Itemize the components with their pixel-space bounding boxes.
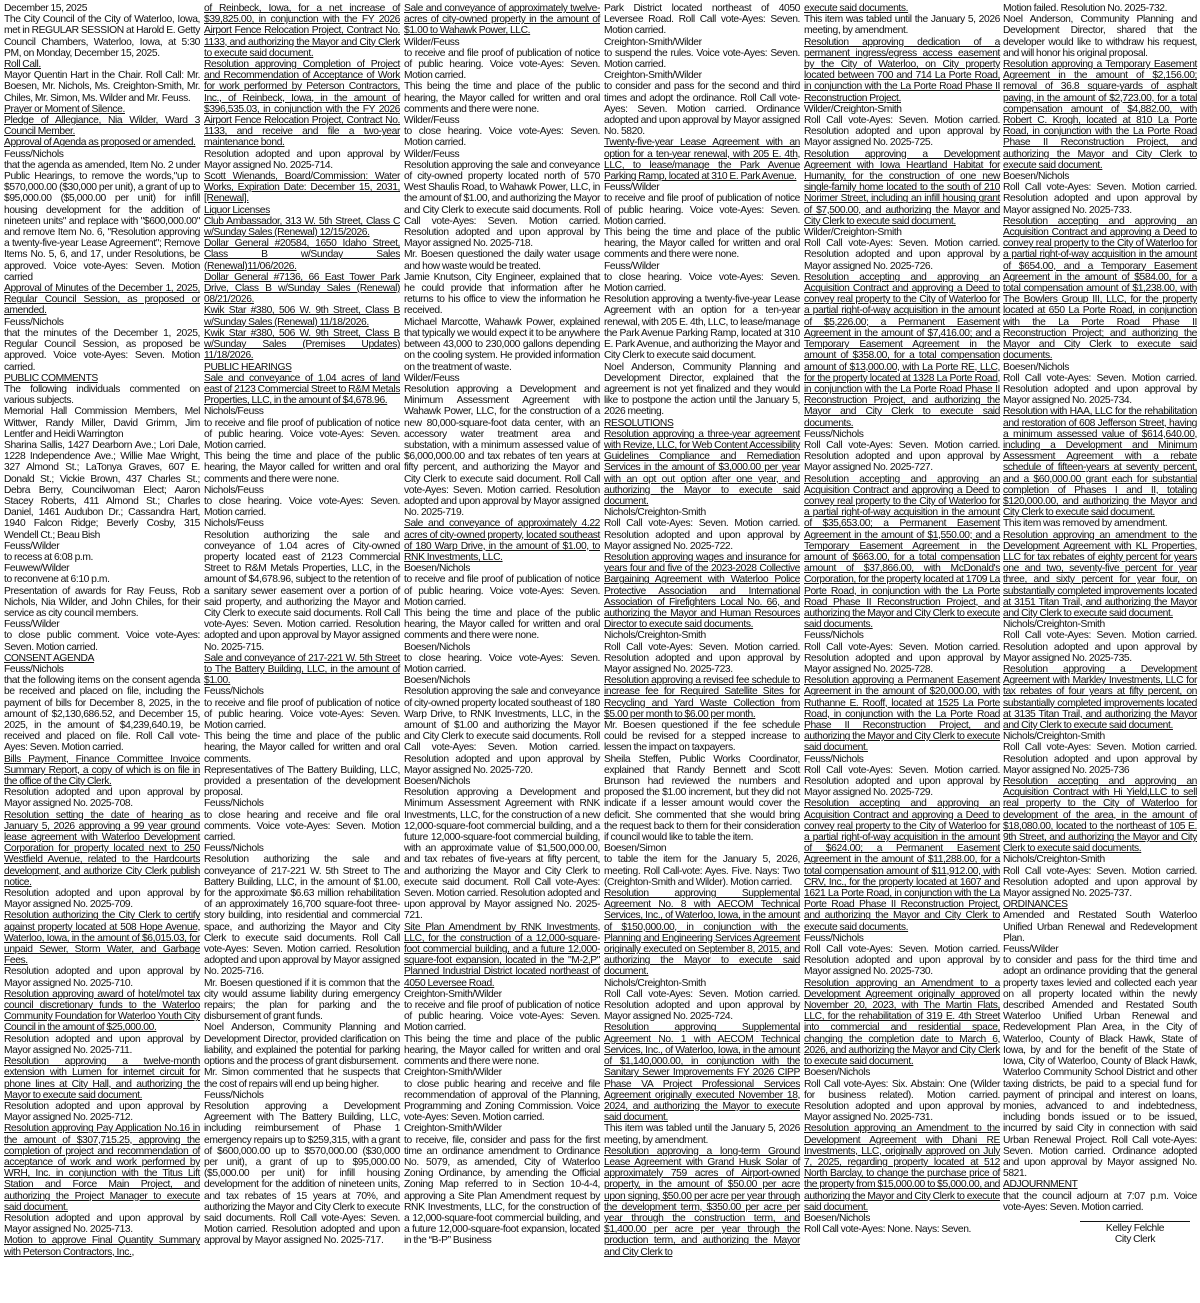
paragraph: Feuss/Nichols <box>4 148 64 160</box>
paragraph: This being the time and place of the public hearing, the Mayor called for written and oral comments and there were none. <box>604 227 800 261</box>
paragraph: to close hearing. Voice vote-Ayes: Seven. Motion carried. <box>404 652 600 675</box>
paragraph: Resolution approving the sale and conveyance of city-owned property located southeast of 180 Warp Drive, to RNK Investments, LLC, in the amount of $1.00 and authorizing the Mayor and City Clerk to execute said documents. Roll Call vote-Ayes: Seven. Motion carried. Resolution adopted and upon approval by Mayor assigned No. 2025-720. <box>404 686 600 776</box>
section-heading: Resolution approving a twelve-month extension with Lumen for internet circuit for phone lines at City Hall, and authorizing the Mayor to execute said document. <box>4 1056 200 1101</box>
paragraph: Wilder/Creighton-Smith <box>804 227 902 239</box>
paragraph: Roll Call vote-Ayes: Seven. Motion carried. Resolution adopted and upon approval by Mayor assigned No. 2025-724. <box>604 988 800 1023</box>
paragraph: Roll Call vote-Ayes: Seven. Motion carried. Resolution adopted and upon approval by Mayor assigned No. 2025-737. <box>1003 865 1197 900</box>
paragraph: to close hearing. Voice vote-Ayes: Seven. Motion carried. <box>604 271 800 295</box>
section-heading: Prayer or Moment of Silence. <box>4 103 125 115</box>
section-heading: PUBLIC COMMENTS <box>4 372 98 384</box>
paragraph: Roll Call vote-Ayes: Seven. Motion carried. Resolution adopted and upon approval by Mayor assigned No. 2025-722. <box>604 518 800 552</box>
text-column-2 <box>204 3 400 1247</box>
section-heading: Resolution setting the date of hearing as January 5, 2026 approving a 99 year ground lease agreement with Waterloo Development Corporation for property located next to 250 Westfield Avenue, related to the Hardcourts development, and authorize City Clerk publish notice. <box>4 809 200 888</box>
paragraph: Creighton-Smith/Wilder <box>404 988 502 1000</box>
section-heading: RESOLUTIONS <box>604 417 674 429</box>
paragraph: Creighton-Smith/Wilder <box>604 36 702 48</box>
paragraph: Resolution adopted and upon approval by Mayor assigned No. 2025-714. <box>204 148 400 171</box>
paragraph: Roll Call vote-Ayes: Seven. Motion carried. Resolution adopted and upon approval by Mayor assigned No. 2025-730. <box>804 944 1000 978</box>
paragraph: Nichols/Creighton-Smith <box>604 507 706 519</box>
section-heading: Sale and conveyance of 217-221 W. 5th Street to The Battery Building, LLC, in the amount of $1.00. <box>204 652 400 687</box>
section-heading: Resolution approving wages and insurance for years four and five of the 2023-2028 Collective Bargaining Agreement with Waterloo Police Protective Association and International Association of Firefighters Local No. 66, and authorizing the Mayor and Human Resources Director to execute said documents. <box>604 551 800 631</box>
paragraph: Mr. Boesen questioned if the fee schedule could be revised for a stepped increase to lessen the impact on taxpayers. <box>604 720 800 754</box>
text-column-4 <box>604 3 800 1258</box>
paragraph: Roll Call vote-Ayes: Seven. Motion carried. Resolution adopted and upon approval by Mayor assigned No. 2025-729. <box>804 764 1000 799</box>
paragraph: Creighton-Smith/Wilder <box>404 1123 502 1135</box>
paragraph: Roll Call vote-Ayes: Seven. Motion carried. Resolution adopted and upon approval by Mayor assigned No. 2025-734. <box>1003 372 1197 407</box>
paragraph: to receive and file proof of publication of notice of public hearing. Voice vote-Ayes: Seven. Motion carried. <box>204 417 400 451</box>
paragraph: to reconvene at 6:10 p.m. <box>4 574 110 586</box>
paragraph: Feuss/Wilder <box>1003 944 1059 956</box>
paragraph: Feuwew/Wilder <box>4 563 70 575</box>
paragraph: Roll Call vote-Ayes: Seven. Motion carried. Resolution adopted and upon approval by Mayor assigned No. 2025-733. <box>1003 182 1197 216</box>
section-heading: Kwik Star #380, 506 W. 9th Street, Class B w/Sunday Sales (Renewal) 11/18/2026. <box>204 305 400 328</box>
paragraph: Roll Call vote-Ayes: Seven. Motion carried. Resolution adopted and upon approval by Mayor assigned No. 2025-728. <box>804 641 1000 675</box>
section-heading: of Reinbeck, Iowa, for a net increase of $39,825.00, in conjunction with the FY 2026 Airport Fence Relocation Project, Contract No. 1133, and authorizing the Mayor and City Clerk to execute said document. <box>204 3 400 59</box>
paragraph: to receive and file proof of publication of notice of public hearing. Voice vote-Ayes: Seven. Motion carried. <box>204 697 400 731</box>
section-heading: Kwik Star #380, 506 W. 9th Street, Class B w/Sunday Sales (Premises Updates) 11/18/2026. <box>204 327 400 362</box>
paragraph: Roll Call vote-Ayes: Seven. Motion carried. Resolution adopted and upon approval by Mayor assigned No. 2025-725. <box>804 115 1000 149</box>
paragraph: This being the time and place of the public hearing, the Mayor called for written and oral comments and there were none. <box>404 81 600 115</box>
section-heading: execute said documents. <box>804 3 909 14</box>
paragraph: Resolution approving the sale and conveyance of city-owned property located north of 570 West Shaulis Road, to Wahawk Power, LLC, in the amount of $1.00, and authorizing the Mayor and City Clerk to execute said documents. Roll Call vote-Ayes: Seven. Motion carried. Resolution adopted and upon approval by Mayor assigned No. 2025-718. <box>404 159 600 250</box>
paragraph: Wilder/Creighton-Smith <box>804 103 902 115</box>
paragraph: Feuss/Wilder <box>4 540 60 552</box>
section-heading: Liquor Licenses <box>204 204 270 216</box>
paragraph: Nichols/Creighton-Smith <box>1003 854 1105 866</box>
paragraph: Feuss/Nichols <box>4 316 64 328</box>
section-heading: Sale and conveyance of 1.04 acres of land east of 2123 Commercial Street to R&M Metals Properties, LLC, in the amount of $4,678.96. <box>204 372 400 407</box>
section-heading: Scott Wienands, Board/Commission: Water Works, Expiration Date: December 15, 2031, [Renewal]. <box>204 171 400 205</box>
paragraph: Nichols/Creighton-Smith <box>1003 619 1105 631</box>
paragraph: Nichols/Feuss <box>204 406 264 418</box>
paragraph: Feuss/Nichols <box>804 932 864 944</box>
section-heading: Resolution approving a three-year agreement with Revize, LLC, for Web Content Accessibility Guidelines Compliance and Remediation Services in the amount of $3,000.00 per year with an opt out option after one year, and authorizing the Mayor to execute said document. <box>604 428 800 507</box>
paragraph: Resolution authorizing the sale and conveyance of 1.04 acres of City-owned property located east of 2123 Commercial Street to R&M Metals Properties, LLC, in the amount of $4,678.96, subject to the retention of a sanitary sewer easement over a portion of said property, and authorizing the Mayor and City Clerk to execute said documents. Roll Call vote-Ayes: Seven. Motion carried. Resolution adopted and upon approval by Mayor assigned No. 2025-715. <box>204 529 400 653</box>
paragraph: Boesen/Nichols <box>1003 171 1069 183</box>
section-heading: Approval of Agenda as proposed or amended. <box>4 137 196 149</box>
paragraph: Resolution adopted and upon approval by Mayor assigned No. 2025-710. <box>4 966 200 989</box>
paragraph: This item was removed by amendment. <box>1003 518 1168 530</box>
paragraph: to receive, file, consider and pass for the first time an ordinance amendment to Ordinance No. 5079, as amended, City of Waterloo Zoning Ordinance, by amending the Official Zoning Map referred to in Section 10-4-4, approving a Site Plan Amendment request by RNK Investments, LLC, for the construction of a 12,000-square-foot commercial building, and a future 12,000-square-foot expansion, located in the “B-P” Business <box>404 1134 600 1247</box>
paragraph: Mr. Boesen questioned the daily water usage and how waste would be treated. <box>404 249 600 272</box>
section-heading: Site Plan Amendment by RNK Investments, LLC, for the construction of a 12,000-square-foot commercial building, and a future 12,000-square-foot expansion, located in the "M-2,P" Planned Industrial District located northeast of 4050 Leversee Road. <box>404 921 600 989</box>
paragraph: Resolution adopted and upon approval by Mayor assigned No. 2025-708. <box>4 787 200 810</box>
paragraph: Resolution adopted and upon approval by Mayor assigned No. 2025-712. <box>4 1100 200 1124</box>
paragraph: The following individuals commented on various subjects. <box>4 383 200 407</box>
paragraph: Feuss/Nichols <box>204 1089 264 1101</box>
paragraph: Feuss/Wilder <box>4 619 60 631</box>
paragraph: Resolution approving a Development and Minimum Assessment Agreement with RNK Investments, LLC, for the construction of a new 12,000-square-foot commercial building, and a future 12,000-square-foot commercial building, with an approximate value of $1,500,000.00, and tax rebates of five-years at fifty percent, and authorizing the Mayor and City Clerk to execute said document. Roll Call vote-Ayes: Seven. Motion carried. Resolution adopted and upon approval by Mayor assigned No. 2025-721. <box>404 787 600 922</box>
paragraph: December 15, 2025 <box>4 3 88 14</box>
section-heading: Resolution approving a revised fee schedule to increase fee for Required Satellite Sites for Recycling and Yard Waste Collection from $5.00 per month to $6.00 per month. <box>604 675 800 720</box>
section-heading: Dollar General #7136, 66 East Tower Park Drive, Class B w/Sunday Sales (Renewal) 08/21/2026. <box>204 271 400 306</box>
paragraph: Roll Call vote-Ayes: None. Nays: Seven. <box>804 1224 971 1236</box>
section-heading: Resolution approving Pay Application No.16 in the amount of $307,715.25, approving the completion of project and recommendation of acceptance of work and work performed by WRH, Inc. in conjunction with the Titus Lift Station and Force Main Project, and authorizing the Project Manager to execute said document. <box>4 1123 200 1213</box>
section-heading: Resolution accepting and approving an Acquisition Contract with Hi Yield,LLC to sell real property to the City of Waterloo for development of the area, in the amount of $18,080.00, located to the northeast of 105 E. 9th Street, and authorizing the Mayor and City Clerk to execute said documents. <box>1003 776 1197 855</box>
paragraph: The City Council of the City of Waterloo, Iowa, met in REGULAR SESSION at Harold E. Getty Council Chambers, Waterloo, Iowa, at 5:30 PM, on Monday, December 15, 2025. <box>4 14 200 59</box>
clerk-name: Kelley Felchle <box>1105 1222 1165 1234</box>
paragraph: Mayor Quentin Hart in the Chair. Roll Call: Mr. Boesen, Mr. Nichols, Ms. Creighton-Smith, Mr. Chiles, Mr. Simon, Ms. Wilder and Mr. Feuss. <box>4 70 200 104</box>
paragraph: Resolution approving a Development Agreement with The Battery Building, LLC, including reimbursement of Phase 1 emergency repairs up to $259,315, with a grant of $600,000.00 up to $570,000.00 ($30,000 per unit), a grant of up to $95,000.00 ($5,000.00 per unit) for infill housing development for the addition of nineteen units, and tax rebates of 15 years at 70%, and authorizing the Mayor and City Clerk to execute said documents. Roll Call vote-Ayes: Seven. Motion carried. Resolution adopted and upon approval by Mayor assigned No. 2025-717. <box>204 1100 401 1247</box>
section-heading: Resolution approving a Temporary Easement Agreement in the amount of $2,156.00; removal of 36.8 square-yards of asphalt paving, in the amount of $2,723.00, for a total compensation amount of $4,882.00, with Robert C. Krogh, located at 810 La Porte Road, in conjunction with the La Porte Road Phase II Reconstruction Project, and authorizing the Mayor and City Clerk to execute said document. <box>1003 59 1197 171</box>
paragraph: Mr. Boesen questioned if it is common that the city would assume liability during emergency repairs; the plan for parking and the disbursement of grant funds. <box>204 977 400 1023</box>
paragraph: to table the item for the January 5, 2026, meeting. Roll Call-vote: Ayes. Five. Nays: Two (Creighton-Smith and Wilder). Motion carried. <box>604 854 800 888</box>
section-heading: Resolution approving Supplemental Agreement No. 1 with AECOM Technical Services, Inc., of Waterloo, Iowa, in the amount of $1,140,000.00, in conjunction with the Sanitary Sewer Improvements FY 2026 CIPP Phase VA Project Professional Services Agreement originally executed November 18, 2024, and authorizing the Mayor to execute said document. <box>604 1022 800 1124</box>
paragraph: that the agenda as amended, Item No. 2 under Public Hearings, to remove the words,"up to $570,000.00 ($30,000 per unit), a grant of up to $95,000.00 ($5,000.00 per unit) for infill housing development for the addition of nineteen units" and replace with "$600,000.00" and remove Item No. 6, "Resolution approving a twenty-five-year Lease Agreement"; Remove Items No. 5, 6, and 17, under Resolutions, be approved. Voice vote-Ayes: Seven. Motion carried <box>4 159 200 283</box>
paragraph: Boesen/Nichols <box>1003 361 1069 373</box>
section-heading: Resolution approving Supplemental Agreement No. 8 with AECOM Technical Services, Inc., of Waterloo, Iowa, in the amount of $150,000.00, in conjunction with the Planning and Engineering Services Agreement originally executed on September 8, 2015, and authorizing the Mayor to execute said document. <box>604 888 800 978</box>
section-heading: ORDINANCES <box>1003 899 1068 911</box>
clerk-signature-block <box>1003 1221 1197 1245</box>
section-heading: Resolution approving a Development Agreement with Iowa Heartland Habitat for Humanity, for the construction of one new single-family home located to the south of 210 Norimer Street, including an infill housing grant of $7,500.00, and authorizing the Mayor and City Clerk to execute said document. <box>804 148 1000 227</box>
section-heading: Resolution approving an amendment to the Development Agreement with KL Properties, LLC for tax rebates of eighty percent for years one and two, seventy-five percent for year three, and sixty percent for year four, on substantially completed improvements located at 3151 Titan Trail, and authorizing the Mayor and City Clerk to execute said document. <box>1003 529 1197 619</box>
section-heading: Resolution authorizing the City Clerk to certify against property located at 508 Hope Avenue, Waterloo, Iowa, in the amount of $6,015.03, for unpaid Sewer, Storm Water, and Garbage Fees. <box>4 910 200 967</box>
paragraph: to receive and file proof of publication of notice of public hearing. Voice vote-Ayes: Seven. Motion carried. <box>404 47 600 82</box>
paragraph: Boesen/Nichols <box>804 1067 870 1079</box>
paragraph: to close hearing and receive and file oral comments. Voice vote-Ayes: Seven. Motion carried. <box>204 809 400 844</box>
paragraph: Mr. Simon commented that he suspects that the cost of repairs will end up being higher. <box>204 1067 400 1090</box>
text-column-1 <box>4 3 200 1258</box>
section-heading: Twenty-five-year Lease Agreement with an option for a ten-year renewal, with 205 E. 4th, LLC, to lease/manage the Park Avenue Parking Ramp, located at 310 E. Park Avenue. <box>604 137 800 183</box>
paragraph: to close hearing. Voice vote-Ayes: Seven. Motion carried. <box>404 126 600 149</box>
paragraph: Amended and Restated South Waterloo Unified Urban Renewal and Redevelopment Plan. <box>1003 910 1197 944</box>
section-heading: Pledge of Allegiance, Nia Wilder, Ward 3 Council Member. <box>4 115 200 138</box>
section-heading: Resolution accepting and approving an Acquisition Contract and approving a Deed to convey real property to the City of Waterloo for a partial right-of-way acquisition in the amount of $624.00; a Permanent Easement Agreement in the amount of $11,288.00, for a total compensation amount of $11,912.00, with CRV, Inc., for the property located at 1607 and 1621 La Porte Road, in conjunction with the La Porte Road Phase II Reconstruction Project, and authorizing the Mayor and City Clerk to execute said documents. <box>804 798 1000 933</box>
paragraph: Wilder/Feuss <box>404 36 460 48</box>
paragraph: Representatives of The Battery Building, LLC, provided a presentation of the development proposal. <box>204 764 400 799</box>
paragraph: Nichols/Feuss <box>204 484 264 496</box>
paragraph: Resolution adopted and upon approval by Mayor assigned No. 2025-709. <box>4 888 200 911</box>
paragraph: that the minutes of the December 1, 2025, Regular Council Session, as proposed be approved. Voice vote-Ayes: Seven. Motion carried. <box>4 327 200 373</box>
section-heading: Sale and conveyance of approximately twelve-acres of city-owned property in the amount of $1.00 to Wahawk Power, LLC. <box>404 3 600 37</box>
paragraph: Roll Call vote-Ayes: Seven. Motion carried. Resolution adopted and upon approval by Mayor assigned No. 2025-727. <box>804 439 1000 474</box>
paragraph: Boesen/Nichols <box>404 776 470 788</box>
section-heading: CONSENT AGENDA <box>4 652 95 664</box>
paragraph: to close hearing. Voice vote-Ayes: Seven. Motion carried. <box>204 495 400 519</box>
paragraph: Presentation of awards for Ray Feuss, Rob Nichols, Nia Wilder, and John Chiles, for their service as city council members. <box>4 585 200 619</box>
paragraph: Roll Call vote-Ayes: Seven. Motion carried. Resolution adopted and upon approval by Mayor assigned No. 2025-726. <box>804 238 1000 272</box>
paragraph: Roll Call vote-Ayes: Seven. Motion carried. Resolution adopted and upon approval by Mayor assigned No. 2025-735. <box>1003 630 1197 664</box>
paragraph: Boesen/Simon <box>604 843 667 855</box>
paragraph: This being the time and place of the public hearing, the Mayor called for written and oral comments. <box>204 731 400 765</box>
section-heading: Resolution approving award of hotel/motel tax council discretionary funds to the Waterloo Community Foundation for Waterloo Youth City Council in the amount of $25,000.00. <box>4 988 200 1034</box>
paragraph: Resolution adopted and upon approval by Mayor assigned No. 2025-713. <box>4 1212 200 1236</box>
section-heading: PUBLIC HEARINGS <box>204 361 292 373</box>
paragraph: Feuss/Nichols <box>804 630 864 642</box>
section-heading: ADJOURNMENT <box>1003 1179 1078 1191</box>
paragraph: Nichols/Feuss <box>204 518 264 530</box>
section-heading: Resolution approving an Amendment to a Development Agreement originally approved November 20, 2023, with The Martin Flats, LLC, for the rehabilitation of 319 E. 4th Street into commercial and residential space, changing the completion date to March 6, 2026, and authorizing the Mayor and City Clerk to execute said document. <box>804 977 1000 1068</box>
section-heading: Roll Call. <box>4 59 41 71</box>
paragraph: Sheila Steffen, Public Works Coordinator, explained that Randy Bennett and Scott Brunson had reviewed the numbers and proposed the $1.00 increment, but they did not indicate if a lesser amount would cover the deficit. She commented that she would bring the request back to them for their consideration if council would like to table the item. <box>604 753 800 844</box>
paragraph: Michael Marcotte, Wahawk Power, explained that typically we would expect it to be anywhere between 43,000 to 230,000 gallons depending on the cooling system. He provided information on the treatment of waste. <box>404 316 600 373</box>
section-heading: Resolution approving an Amendment to the Development Agreement with Dhani RE Investments, LLC, originally approved on July 7, 2025, regarding property located at 512 North Barclay, to change the purchase price of the property from $15,000.00 to $5,000.00, and authorizing the Mayor and City Clerk to execute said document. <box>804 1123 1001 1213</box>
paragraph: This being the time and place of the public hearing, the Mayor called for written and oral comments and there were none. <box>404 607 600 642</box>
paragraph: to close public comment. Voice vote-Ayes: Seven. Motion carried. <box>4 630 200 653</box>
paragraph: to recess at 6:08 p.m. <box>4 551 94 563</box>
paragraph: Feuss/Nichols <box>204 798 264 810</box>
paragraph: Noel Anderson, Community Planning and Development Director, provided clarification on liability, and explained the potential for parking options and the process of grant disbursement. <box>204 1022 400 1068</box>
paragraph: Park District located northeast of 4050 Leversee Road. Roll Call vote-Ayes: Seven. Motion carried. <box>604 3 800 37</box>
paragraph: Feuss/Nichols <box>204 843 264 855</box>
paragraph: This being the time and place of the public hearing, the Mayor called for written and oral comments and there were none. <box>404 1033 600 1068</box>
text-column-6 <box>1003 3 1197 1245</box>
paragraph: Motion failed. Resolution No. 2025-732. <box>1003 3 1168 14</box>
paragraph: Roll Call vote-Ayes: Seven. Motion carried. Resolution adopted and upon approval by Mayor assigned No. 2025-736 <box>1003 742 1197 776</box>
section-heading: Resolution accepting and approving an Acquisition Contract and approving a Deed to convey real property to the City of Waterloo for a partial right-of-way acquisition in the amount of $35,653.00; a Permanent Easement Agreement in the amount of $1,550.00; and a Temporary Easement Agreement in the amount of $663.00, for a total compensation amount of $37,866.00, with McDonald's Corporation, for the property located at 1709 La Porte Road, in conjunction with the La Porte Road Phase II Reconstruction Project, and authorizing the Mayor and City Clerk to execute said documents. <box>804 473 1001 631</box>
paragraph: to consider and pass for the third time and adopt an ordinance providing that the general property taxes levied and collected each year on all property located within the newly described Amended and Restated South Waterloo Unified Urban Renewal and Redevelopment Plan Area, in the City of Waterloo, County of Black Hawk, State of Iowa, by and for the benefit of the State of Iowa, City of Waterloo, County of Black Hawk, Waterloo Community School District and other taxing districts, be paid to a special fund for payment of principal and interest on loans, monies, advanced to and indebtedness, including bonds issued or to be issued, incurred by said City in connection with said Urban Renewal Project. Roll Call vote-Ayes: Seven. Motion carried. Ordinance adopted and upon approval by Mayor assigned No. 5821. <box>1003 955 1197 1180</box>
paragraph: to receive and file proof of publication of notice of public hearing. Voice vote-Ayes: Seven. Motion carried. <box>404 1000 600 1034</box>
section-heading: Resolution approving a Development Agreement with Markley Investments, LLC for tax rebates of four years at fifty percent, on substantially completed improvements located at 3135 Titan Trail, and authorizing the Mayor and City Clerk to execute said document. <box>1003 663 1197 731</box>
paragraph: This being the time and place of the public hearing, the Mayor called for written and oral comments and there were none. <box>204 451 400 485</box>
paragraph: Resolution adopted and upon approval by Mayor assigned No. 2025-711. <box>4 1033 200 1056</box>
section-heading: Sale and conveyance of approximately 4.22 acres of city-owned property, located southeast of 180 Warp Drive, in the amount of $1.00, to RNK Investments, LLC. <box>404 518 600 563</box>
paragraph: to suspend the rules. Voice vote-Ayes: Seven. Motion carried. <box>604 47 800 71</box>
paragraph: Creighton-Smith/Wilder <box>404 1067 502 1079</box>
paragraph: Jamie Knutson, City Engineer, explained that he could provide that information after he returns to his office to view the information he received. <box>404 271 600 317</box>
section-heading: Resolution approving dedication of a permanent ingress/egress access easement by the City of Waterloo, on City property located between 700 and 714 La Porte Road, in conjunction with the La Porte Road Phase II Reconstruction Project. <box>804 36 1000 104</box>
paragraph: This item was tabled until the January 5, 2026 meeting, by amendment. <box>604 1123 800 1146</box>
paragraph: Sharina Sallis, 1427 Dearborn Ave.; Lori Dale, 1228 Independence Ave.; Willie Mae Wright, 327 Almond St.; LaTonya Graves, 607 E. Donald St.; Vickie Brown, 437 Charles St.; Debra Berry, Councilwoman Elect; Aaron Stacey Roberts, 411 Almond St.; Charles Daniel, 1461 Audubon Dr.; Cassandra Hart, 1940 Falcon Ridge; Beverly Cosby, 315 Wendell Ct.; Beau Bish <box>4 439 200 541</box>
paragraph: Resolution approving a Development and Minimum Assessment Agreement with Wahawk Power, LLC, for the construction of a new 80,000-square-foot data center, with an accessory water treatment area and substation, with a minimum assessed value of $6,000,000.00 and tax rebates of ten years at fifty percent, and authorizing the Mayor and City Clerk to execute said document. Roll Call vote-Ayes: Seven. Motion carried. Resolution adopted and upon approval by Mayor assigned No. 2025-719. <box>404 383 600 519</box>
paragraph: Noel Anderson, Community Planning and Development Director, shared that the developer would like to withdraw his request, and will honor his original proposal. <box>1003 14 1197 59</box>
paragraph: Nichols/Creighton-Smith <box>604 977 706 989</box>
paragraph: Boesen/Nichols <box>404 563 470 575</box>
section-heading: Bills Payment, Finance Committee Invoice Summary Report, a copy of which is on file in the office of the City Clerk. <box>4 753 200 788</box>
paragraph: that the council adjourn at 7:07 p.m. Voice vote-Ayes: Seven. Motion carried. <box>1003 1190 1197 1213</box>
section-heading: Resolution with HAA, LLC for the rehabilitation and restoration of 608 Jefferson Street, having a minimum assessed value of $614,640.00, including a Development and Minimum Assessment Agreement with a rebate schedule of fifteen-years at seventy percent, and a $60,000.00 grant each for substantial completion of Phases I and II, totaling $120,000.00, and authorizing the Mayor and City Clerk to execute said document. <box>1003 406 1197 519</box>
clerk-title: City Clerk <box>1114 1234 1156 1246</box>
paragraph: Wilder/Feuss <box>404 372 460 384</box>
text-column-5 <box>804 3 1000 1235</box>
paragraph: Boesen/Nichols <box>404 675 470 687</box>
paragraph: Feuss/Wilder <box>604 182 660 194</box>
text-column-3 <box>404 3 600 1247</box>
paragraph: Roll Call vote-Ayes: Six. Abstain: One (Wilder for business related). Motion carried. Resolution adopted and upon approval by Mayor assigned No. 2025-731. <box>804 1078 1000 1124</box>
paragraph: Feuss/Wilder <box>604 260 660 272</box>
section-heading: Club Ambassador, 313 W. 5th Street, Class C w/Sunday Sales (Renewal) 12/15/2026. <box>204 215 400 239</box>
paragraph: Wilder/Feuss <box>404 115 460 127</box>
section-heading: Resolution accepting and approving an Acquisition Contract and approving a Deed to convey real property to the City of Waterloo for a partial right-of-way acquisition in the amount of $654.00, and a Temporary Easement Agreement in the amount of $584.00, for a total compensation amount of $1,238.00, with The Bowlers Group III, LLC, for the property located at 650 La Porte Road, in conjunction with the La Porte Road Phase II Reconstruction Project; and authorizing the Mayor and City Clerk to execute said documents. <box>1003 215 1197 362</box>
paragraph: Resolution approving a twenty-five-year Lease Agreement with an option for a ten-year renewal, with 205 E. 4th, LLC, to lease/manage the Park Avenue Parking Ramp, located at 310 E. Park Avenue, and authorizing the Mayor and City Clerk to execute said document. <box>604 294 800 362</box>
paragraph: Feuss/Nichols <box>804 753 864 765</box>
paragraph: Boesen/Nichols <box>804 1212 870 1224</box>
paragraph: This item was tabled until the January 5, 2026 meeting, by amendment. <box>804 14 1000 37</box>
section-heading: Resolution approving Completion of Project and Recommendation of Acceptance of Work for work performed by Peterson Contractors, Inc., of Reinbeck, Iowa, in the amount of $396,535.03, in conjunction with the FY 2026 Airport Fence Relocation Project, Contract No. 1133, and receive and file a two-year maintenance bond. <box>204 59 400 149</box>
paragraph: to close public hearing and receive and file recommendation of approval of the Planning, Programming and Zoning Commission. Voice vote-Ayes: Seven. Motion carried. <box>404 1078 600 1124</box>
paragraph: Nichols/Creighton-Smith <box>1003 731 1105 743</box>
section-heading: Approval of Minutes of the December 1, 2025, Regular Council Session, as proposed or amended. <box>4 283 200 317</box>
section-heading: Resolution approving a long-term Ground Lease Agreement with Grand Husk Solar of approximately 759 acres of Airport-owned property, in the amount of $50.00 per acre upon signing, $50.00 per acre per year through the development term, $350.00 per acre per year through the construction term, and $1,400.00 per acre per year through the production term, and authorizing the Mayor and City Clerk to <box>604 1145 800 1258</box>
paragraph: Boesen/Nichols <box>404 641 470 653</box>
section-heading: Motion to approve Final Quantity Summary with Peterson Contractors, Inc., <box>4 1235 200 1258</box>
paragraph: Roll Call vote-Ayes: Seven. Motion carried. Resolution adopted and upon approval by Mayor assigned No. 2025-723. <box>604 641 800 675</box>
paragraph: Feuss/Nichols <box>204 686 264 698</box>
paragraph: Resolution authorizing the sale and conveyance of 217-221 W. 5th Street to The Battery Building, LLC, in the amount of $1.00, for the approximate $6.63 million rehabilitation of an approximately 16,700 square-foot three-story building, into residential and commercial space, and authorizing the Mayor and City Clerk to execute said documents. Roll Call vote-Ayes: Seven. Motion carried. Resolution adopted and upon approval by Mayor assigned No. 2025-716. <box>204 854 400 978</box>
paragraph: Noel Anderson, Community Planning and Development Director, explained that the agreement is not yet finalized and they would like to postpone the action until the January 5, 2026 meeting. <box>604 361 800 418</box>
signature-line <box>1080 1221 1190 1222</box>
paragraph: to consider and pass for the second and third times and adopt the ordinance. Roll Call vote-Ayes: Seven. Motion carried. Ordinance adopted and upon approval by Mayor assigned No. 5820. <box>604 81 800 138</box>
paragraph: to receive and file proof of publication of notice of public hearing. Voice vote-Ayes: Seven. Motion carried. <box>404 574 600 608</box>
paragraph: that the following items on the consent agenda be received and placed on file, including the payment of bills for December 8, 2025, in the amount of $2,130,686.52, and December 15, 2025, in the amount of $4,239,640.19, be received and placed on file. Roll Call vote-Ayes: Seven. Motion carried. <box>4 675 200 754</box>
section-heading: Resolution accepting and approving an Acquisition Contract and approving a Deed to convey real property to the City of Waterloo for a partial right-of-way acquisition in the amount of $5,226.00; a Permanent Easement Agreement in the amount of $7,416.00; and a Temporary Easement Agreement in the amount of $358.00, for a total compensation amount of $13,000.00, with La Porte RE, LLC, for the property located at 1328 La Porte Road, in conjunction with the La Porte Road Phase II Reconstruction Project, and authorizing the Mayor and City Clerk to execute said documents. <box>804 271 1000 429</box>
paragraph: to receive and file proof of publication of notice of public hearing. Voice vote-Ayes: Seven. Motion carried. <box>604 193 800 227</box>
paragraph: Feuss/Nichols <box>4 663 64 675</box>
paragraph: Creighton-Smith/Wilder <box>604 70 702 82</box>
section-heading: Dollar General #20584, 1650 Idaho Street, Class B w/Sunday Sales (Renewal)11/06/2026. <box>204 238 400 272</box>
paragraph: Memorial Hall Commission Members, Mel Wittwer, Randy Miller, David Grimm, Jim Lentfer and Heidi Warrington <box>4 406 200 440</box>
paragraph: Wilder/Feuss <box>404 148 460 160</box>
section-heading: Resolution approving a Permanent Easement Agreement in the amount of $20,000.00, with Ruthanne E. Rooff, located at 1525 La Porte Road, in conjunction with the La Porte Road Phase II Reconstruction Project, and authorizing the Mayor and City Clerk to execute said document. <box>804 675 1001 754</box>
paragraph: Feuss/Nichols <box>804 428 864 440</box>
paragraph: Nichols/Creighton-Smith <box>604 630 706 642</box>
